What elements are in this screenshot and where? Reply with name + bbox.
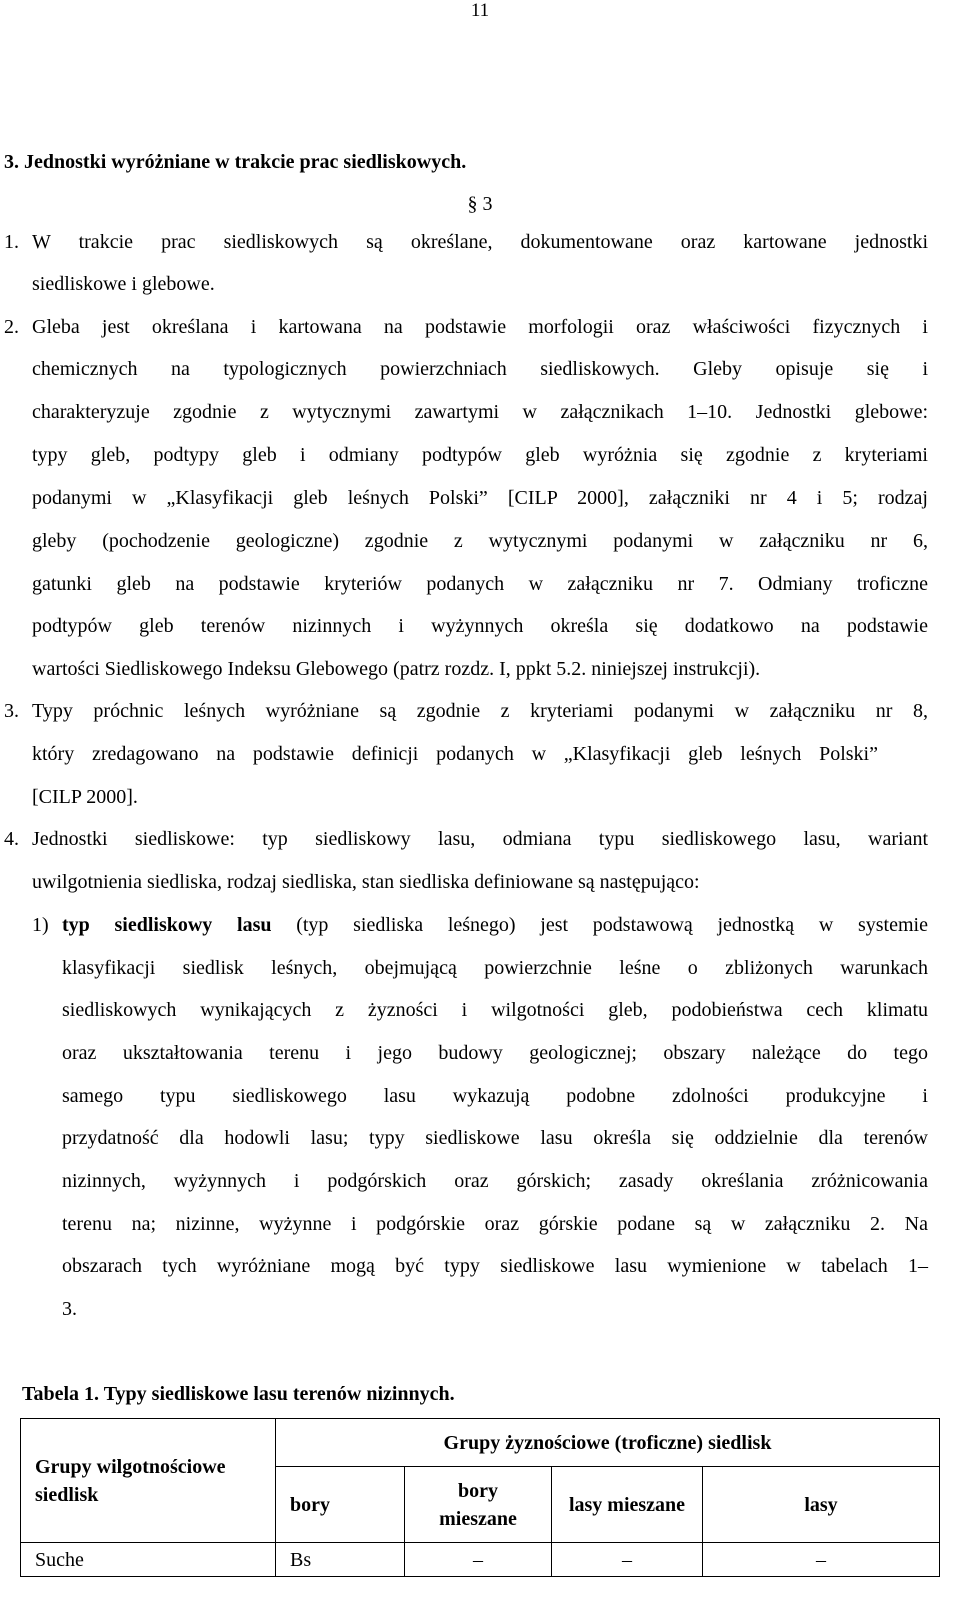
- paragraph-line: Jednostki siedliskowe: typ siedliskowy lasu, odmiana typu siedliskowego lasu, wariant: [32, 828, 928, 850]
- item-number: 3.: [4, 700, 19, 722]
- paragraph-line: podtypów gleb terenów nizinnych i wyżynnych określa się dodatkowo na podstawie: [32, 615, 928, 637]
- term-definition: (typ siedliska leśnego) jest podstawową jednostką w systemie: [271, 914, 928, 936]
- paragraph-line: samego typu siedliskowego lasu wykazują podobne zdolności produkcyjne i: [62, 1085, 928, 1107]
- paragraph-line: 3.: [62, 1298, 77, 1320]
- site-types-table: [20, 1418, 940, 1577]
- table-cell: –: [703, 1543, 940, 1577]
- table-row: [21, 1543, 940, 1577]
- paragraph-line: nizinnych, wyżynnych i podgórskich oraz górskich; zasady określania zróżnicowania: [62, 1170, 928, 1192]
- item-number: 1.: [4, 231, 19, 253]
- column-header-bory-mieszane: bory mieszane: [405, 1467, 552, 1543]
- item-number: 2.: [4, 316, 19, 338]
- paragraph-line: siedliskowe i glebowe.: [32, 273, 215, 295]
- term-bold: typ siedliskowy lasu: [62, 914, 272, 936]
- paragraph-line: klasyfikacji siedlisk leśnych, obejmującą powierzchnie leśne o zbliżonych warunkach: [62, 957, 928, 979]
- section-mark: § 3: [467, 193, 493, 215]
- paragraph-line: W trakcie prac siedliskowych są określane, dokumentowane oraz kartowane jednostki: [32, 231, 928, 253]
- paragraph-line: przydatność dla hodowli lasu; typy siedliskowe lasu określa się oddzielnie dla terenów: [62, 1127, 928, 1149]
- table-cell: –: [405, 1543, 552, 1577]
- paragraph-line: siedliskowych wynikających z żyzności i wilgotności gleb, podobieństwa cech klimatu: [62, 999, 928, 1021]
- page-number: 11: [470, 0, 490, 21]
- table-caption: Tabela 1. Typy siedliskowe lasu terenów nizinnych.: [22, 1383, 455, 1405]
- paragraph-line: typy gleb, podtypy gleb i odmiany podtypów gleb wyróżnia się zgodnie z kryteriami: [32, 444, 928, 466]
- column-header-lasy-mieszane: lasy mieszane: [552, 1467, 703, 1543]
- moisture-groups-header: Grupy wilgotnościowe siedlisk: [21, 1419, 276, 1543]
- paragraph-line: [62, 911, 928, 939]
- paragraph-line: gleby (pochodzenie geologiczne) zgodnie z wytycznymi podanymi w załączniku nr 6,: [32, 530, 928, 552]
- paragraph-line: terenu na; nizinne, wyżynne i podgórskie oraz górskie podane są w załączniku 2. Na: [62, 1213, 928, 1235]
- table-cell: Bs: [276, 1543, 405, 1577]
- table-cell: –: [552, 1543, 703, 1577]
- item-number: 4.: [4, 828, 19, 850]
- paragraph-line: oraz ukształtowania terenu i jego budowy geologicznej; obszary należące do tego: [62, 1042, 928, 1064]
- fertility-groups-header: Grupy żyznościowe (troficzne) siedlisk: [276, 1419, 940, 1467]
- paragraph-line: Typy próchnic leśnych wyróżniane są zgodnie z kryteriami podanymi w załączniku nr 8,: [32, 700, 928, 722]
- row-label: Suche: [21, 1543, 276, 1577]
- paragraph-line: charakteryzuje zgodnie z wytycznymi zawartymi w załącznikach 1–10. Jednostki glebowe:: [32, 401, 928, 423]
- paragraph-line: Gleba jest określana i kartowana na podstawie morfologii oraz właściwości fizycznych i: [32, 316, 928, 338]
- paragraph-line: który zredagowano na podstawie definicji podanych w „Klasyfikacji gleb leśnych Polski”: [32, 743, 878, 765]
- paragraph-line: chemicznych na typologicznych powierzchniach siedliskowych. Gleby opisuje się i: [32, 358, 928, 380]
- paragraph-line: uwilgotnienia siedliska, rodzaj siedliska, stan siedliska definiowane są następująco:: [32, 871, 700, 893]
- column-header-bory: bory: [276, 1467, 405, 1543]
- paragraph-line: wartości Siedliskowego Indeksu Glebowego (patrz rozdz. I, ppkt 5.2. niniejszej instrukcji).: [32, 658, 761, 680]
- paragraph-line: podanymi w „Klasyfikacji gleb leśnych Polski” [CILP 2000], załączniki nr 4 i 5; rodzaj: [32, 487, 928, 509]
- paragraph-line: [CILP 2000].: [32, 786, 138, 808]
- subitem-number: 1): [32, 914, 49, 936]
- paragraph-line: gatunki gleb na podstawie kryteriów podanych w załączniku nr 7. Odmiany troficzne: [32, 573, 928, 595]
- chapter-heading: 3. Jednostki wyróżniane w trakcie prac siedliskowych.: [4, 151, 467, 173]
- paragraph-line: obszarach tych wyróżniane mogą być typy siedliskowe lasu wymienione w tabelach 1–: [62, 1255, 928, 1277]
- column-header-lasy: lasy: [703, 1467, 940, 1543]
